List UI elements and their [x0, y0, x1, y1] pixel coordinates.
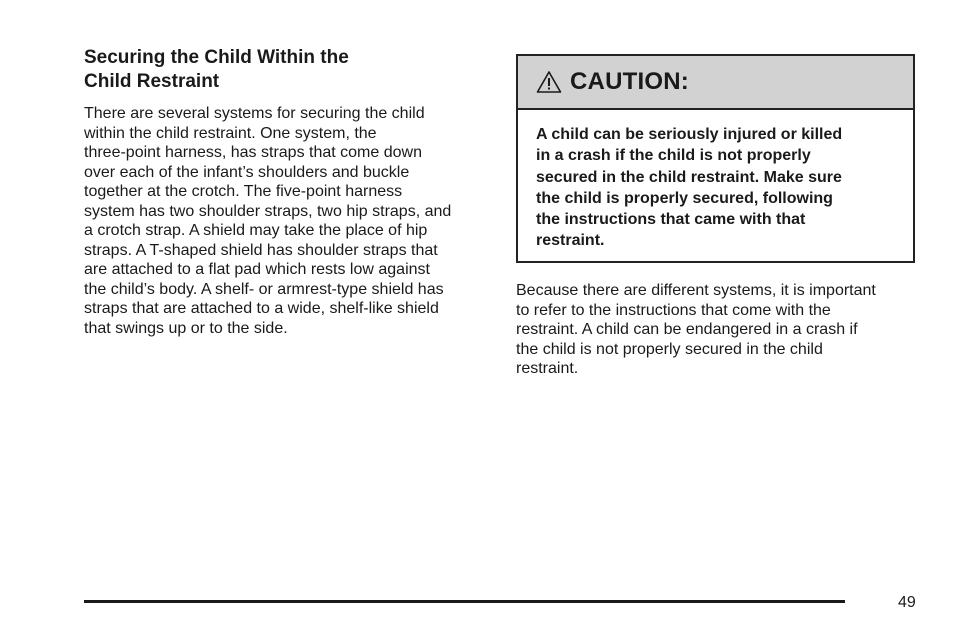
text-line: A child can be seriously injured or killed [536, 126, 843, 143]
text-line: the instructions that came with that [536, 211, 806, 229]
page-number: 49 [898, 594, 916, 611]
text-line: straps that are attached to a wide, shelf-like shield [84, 300, 439, 317]
text-line: together at the crotch. The five-point harness [84, 183, 403, 200]
text-line: the child’s body. A shelf- or armrest-type shield has [84, 280, 444, 298]
caution-header [518, 56, 913, 110]
text-line: restraint. [536, 232, 605, 250]
caution-text [518, 110, 913, 252]
text-line: restraint. A child can be endangered in a crash if [516, 321, 858, 338]
text-line: to refer to the instructions that come with the [516, 301, 831, 319]
text-line: are attached to a flat pad which rests low against [84, 261, 430, 278]
text-line: the child is not properly secured in the child [516, 340, 823, 358]
caution-box [516, 54, 915, 263]
section-heading [84, 46, 492, 94]
caution-title: CAUTION: [570, 68, 689, 95]
footer-rule [84, 600, 845, 603]
left-column [84, 46, 492, 338]
text-line: that swings up or to the side. [84, 319, 288, 337]
systems-paragraph [516, 281, 924, 379]
text-line: straps. A T-shaped shield has shoulder straps that [84, 241, 438, 259]
text-line: restraint. [516, 360, 579, 377]
heading-line: Securing the Child Within the [84, 47, 349, 68]
text-line: three-point harness, has straps that come down [84, 144, 422, 161]
heading-line: Child Restraint [84, 71, 220, 92]
intro-paragraph [84, 104, 492, 338]
text-line: There are several systems for securing the child [84, 105, 425, 122]
text-line: system has two shoulder straps, two hip straps, and [84, 202, 452, 220]
warning-triangle-icon [536, 70, 562, 94]
text-line: secured in the child restraint. Make sure [536, 168, 842, 186]
text-line: a crotch strap. A shield may take the place of hip [84, 222, 428, 239]
text-line: Because there are different systems, it is important [516, 282, 876, 299]
text-line: in a crash if the child is not properly [536, 147, 811, 165]
text-line: over each of the infant’s shoulders and buckle [84, 163, 410, 181]
text-line: within the child restraint. One system, the [84, 124, 377, 142]
text-line: the child is properly secured, following [536, 189, 833, 207]
